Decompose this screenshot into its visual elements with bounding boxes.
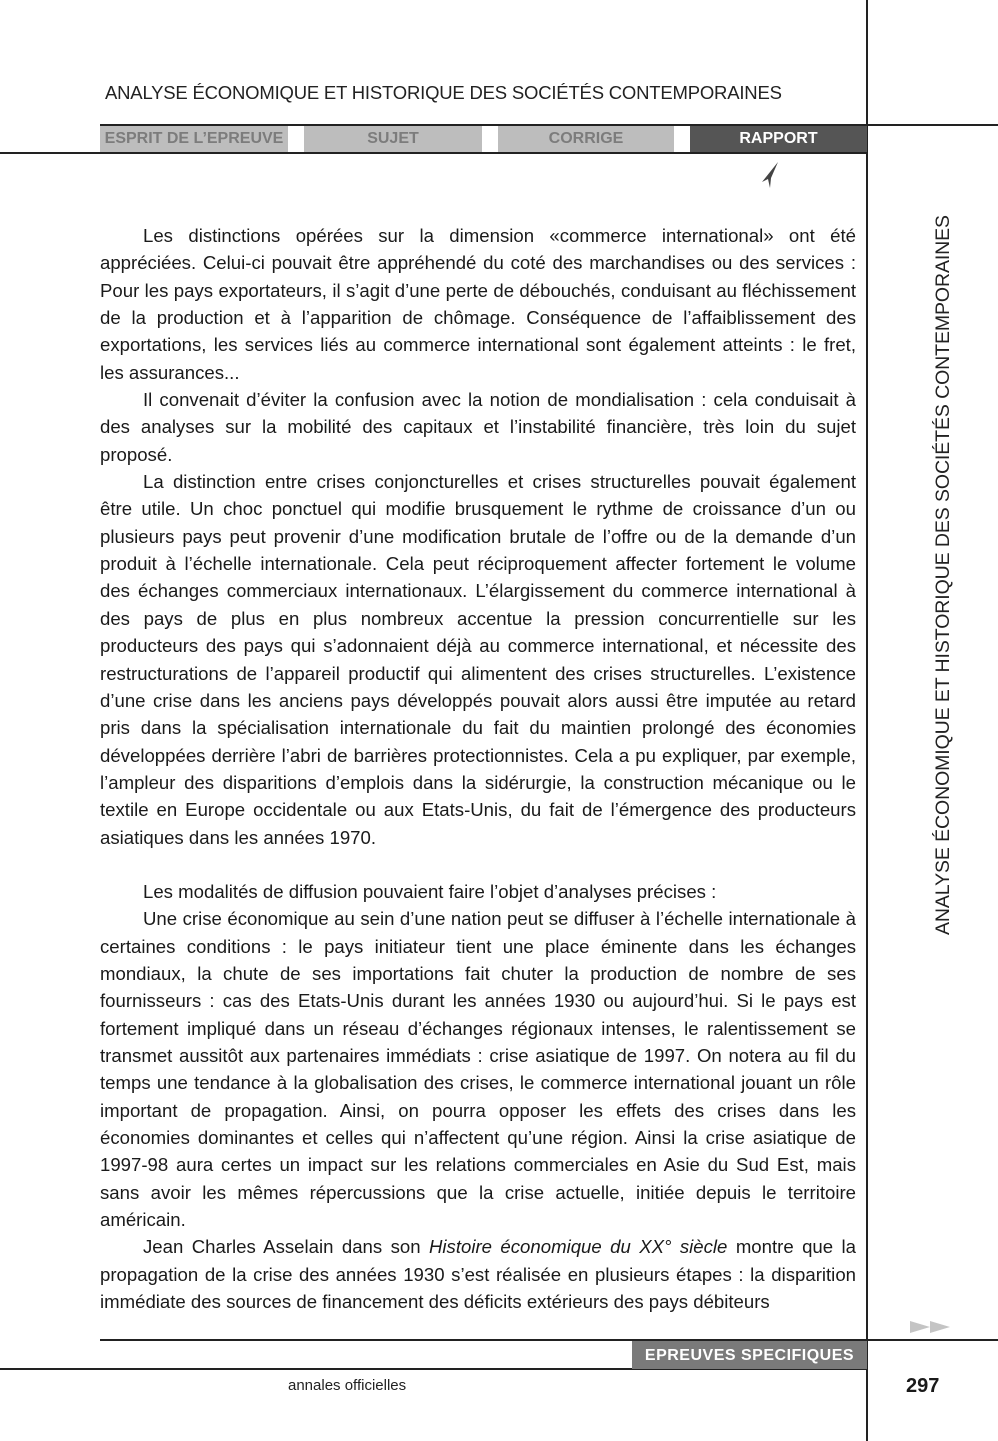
next-page-icon xyxy=(910,1320,952,1334)
paragraph: Les distinctions opérées sur la dimension «commerce international» ont été appréciées. Celui-ci pouvait être appréhendé du coté des marchandises ou des services : Pour les pays exportateurs, il s’agit d’une perte de débouchés, conduisant au fléchissement de la production et à l’apparition de chômage. Conséquence de l’affaiblissement des exportations, les services liés au commerce international sont également atteints : le fret, les assurances... xyxy=(100,225,856,383)
header-rule-bottom xyxy=(0,152,867,154)
tab-corrige[interactable]: CORRIGE xyxy=(498,126,674,152)
text: Jean Charles Asselain dans son xyxy=(143,1236,429,1258)
tab-sujet[interactable]: SUJET xyxy=(304,126,482,152)
vertical-rule xyxy=(866,0,868,1441)
header-title: ANALYSE ÉCONOMIQUE ET HISTORIQUE DES SOCIÉTÉS CONTEMPORAINES xyxy=(105,82,782,103)
paragraph xyxy=(100,1233,856,1315)
tab-esprit-de-l-epreuve[interactable]: ESPRIT DE L’EPREUVE xyxy=(100,126,288,152)
publication-name: annales officielles xyxy=(288,1377,407,1394)
paragraph: Il convenait d’éviter la confusion avec la notion de mondialisation : cela conduisait à des analyses sur la mobilité des capitaux et l’instabilité financière, très loin du sujet proposé. xyxy=(100,389,856,465)
section-tabs xyxy=(100,126,867,152)
paragraph: Une crise économique au sein d’une nation peut se diffuser à l’échelle internationale à certaines conditions : le pays initiateur tient une place éminente dans les échanges mondiaux, la chute de ses importations fait chuter la production de nombre de ses fournisseurs : cas des Etats-Unis durant les années 1930 ou aujourd’hui. Si le pays est fortement impliqué dans un réseau d’échanges régionaux intenses, le ralentissement se transmet aussitôt aux partenaires immédiats : crise asiatique de 1997. On notera au fil du temps une tendance à la globalisation des crises, le commerce international jouant un rôle important de propagation. Ainsi, on pourra opposer les effets des crises dans les économies dominantes et celles qui n’affectent qu’une région. Ainsi la crise asiatique de 1997-98 aura certes un impact sur les relations commerciales en Asie du Sud Est, mais sans avoir les mêmes répercussions que la crise actuelle, initiée depuis le territoire américain. xyxy=(100,908,856,1231)
pointer-arrow-icon xyxy=(758,160,782,190)
paragraph: Les modalités de diffusion pouvaient faire l’objet d’analyses précises : xyxy=(143,880,717,902)
footer-section-label: EPREUVES SPECIFIQUES xyxy=(632,1341,867,1369)
text: montre que la propagation de la crise des années 1930 s’est réalisée en plusieurs étapes : la disparition immédiate des sources de financement des déficits extérieurs des pays débiteurs xyxy=(100,1236,856,1313)
paragraph: La distinction entre crises conjoncturelles et crises structurelles pouvait également être utile. Un choc ponctuel qui modifie brusquement le rythme de croissance d’un ou plusieurs pays peut provenir d’une modification brutale de l’offre ou de la demande d’un produit à l’échelle internationale. Cela peut réciproquement affecter fortement le volume des échanges commerciaux internationaux. L’élargissement du commerce international à des pays de plus en plus nombreux accentue la pression concurrentielle sur les producteurs des pays qui s’adonnaient déjà au commerce international, et nécessite des restructurations de l’appareil productif qui alimentent des crises structurelles. L’existence d’une crise dans les anciens pays développés pouvait alors aussi être imputée au retard pris dans la spécialisation internationale du fait du maintien prolongé des économies développées derrière l’abri de barrières protectionnistes. Cela a pu expliquer, par exemple, l’ampleur des disparitions d’emplois dans la sidérurgie, la construction mécanique ou le textile en Europe occidentale ou aux Etats-Unis, du fait de l’émergence des producteurs asiatiques dans les années 1970. xyxy=(100,471,856,848)
book-title: Histoire économique du XX° siècle xyxy=(428,1236,728,1258)
report-body xyxy=(100,222,856,1315)
tab-rapport[interactable]: RAPPORT xyxy=(690,126,867,152)
page-number: 297 xyxy=(906,1375,940,1397)
side-title: ANALYSE ÉCONOMIQUE ET HISTORIQUE DES SOCIÉTÉS CONTEMPORAINES xyxy=(932,215,954,935)
